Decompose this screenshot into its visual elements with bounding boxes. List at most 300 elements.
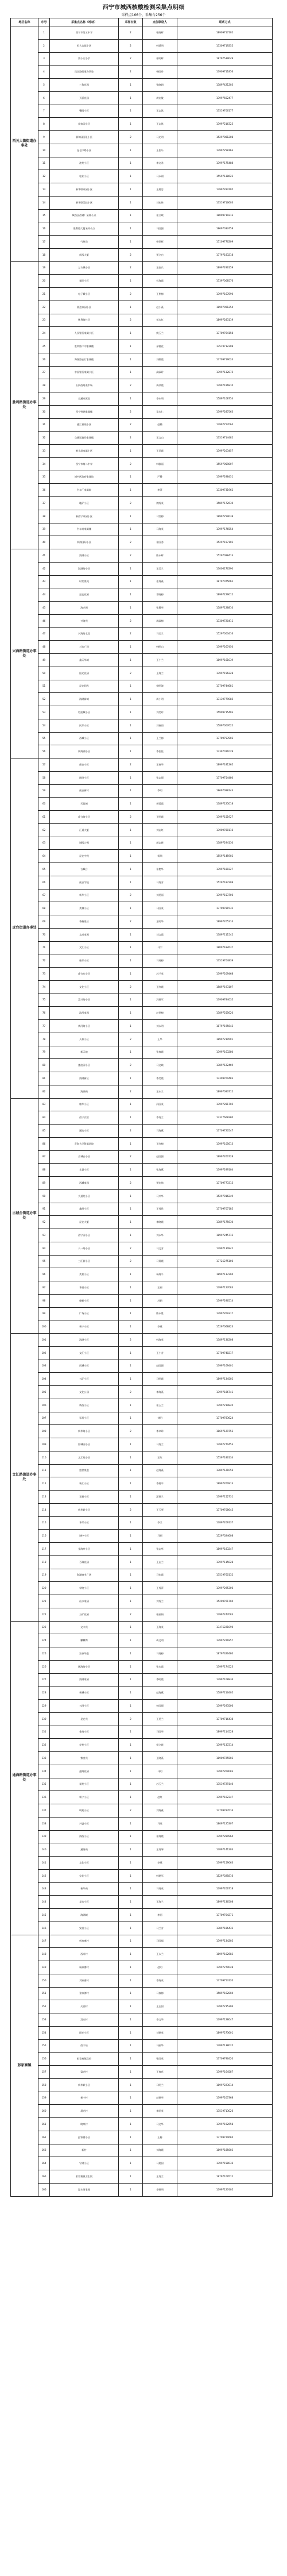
row-phone: 13309760483 [177,1072,273,1085]
table-row [11,405,273,418]
row-station-count: 2 [119,536,143,549]
row-site-name: 学院小区 [50,1582,119,1595]
row-index: 98 [38,1294,50,1307]
row-station-count: 2 [119,1242,143,1255]
row-contact-person: 马明霞 [143,1373,177,1386]
row-index: 105 [38,1386,50,1399]
row-contact-person: 刘美丽 [143,889,177,902]
row-site-name: 西川村 [50,1948,119,1961]
row-site-name: 昆仑路街道办事处 [50,66,119,79]
row-index: 68 [38,902,50,915]
row-contact-person: 李明 [143,784,177,798]
row-phone: 13897294130 [177,837,273,850]
row-contact-person: 赵海燕 [143,1686,177,1700]
row-site-name: 颐和园丽景小区 [50,131,119,144]
row-index: 51 [38,680,50,693]
row-index: 9 [38,131,50,144]
row-index: 40 [38,536,50,549]
row-station-count: 1 [119,2013,143,2027]
row-phone: 18797075662 [177,575,273,588]
row-index: 31 [38,418,50,432]
row-station-count: 2 [119,497,143,510]
row-site-name: 龙达小区 [50,1896,119,1909]
row-site-name: 新西宁家园小区 [50,510,119,523]
row-index: 84 [38,1111,50,1125]
row-contact-person: 王春华 [143,758,177,772]
row-contact-person: 韩建军 [143,1869,177,1882]
table-row [11,1686,273,1700]
row-contact-person: 马海燕 [143,1125,177,1138]
row-station-count: 1 [119,575,143,588]
row-site-name: 明苑小区 [50,1804,119,1818]
row-station-count: 2 [119,1334,143,1347]
row-contact-person: 赵建华 [143,2092,177,2105]
table-row [11,798,273,811]
row-contact-person: 刘文霞 [143,928,177,941]
table-row [11,1412,273,1425]
district-name: 兴海路街道办事处 [11,549,38,758]
row-index: 74 [38,980,50,994]
row-contact-person: 周萍霞 [143,379,177,392]
row-phone: 13709707185 [177,1203,273,1216]
row-contact-person: 王美兰 [143,562,177,575]
table-row [11,1543,273,1556]
row-site-name: 中国银行家属小区 [50,366,119,379]
table-row [11,2039,273,2053]
row-contact-person: 马文斌 [143,1059,177,1072]
row-index: 137 [38,1804,50,1818]
table-row [11,183,273,197]
table-row [11,1111,273,1125]
row-site-name: 城西公园 [50,837,119,850]
row-station-count: 1 [119,588,143,602]
row-index: 80 [38,1059,50,1072]
row-station-count: 1 [119,471,143,484]
row-site-name: 三角花园 [50,79,119,92]
row-site-name: 昆仑中路小区 [50,144,119,157]
row-site-name: 五矿花园 [50,1608,119,1621]
row-site-name: 学苑小区 [50,1739,119,1752]
row-station-count: 2 [119,1255,143,1268]
table-row [11,1961,273,1974]
row-site-name: 新华小区 [50,889,119,902]
row-station-count: 1 [119,719,143,732]
table-row [11,1464,273,1477]
row-phone: 13997176554 [177,523,273,536]
row-station-count: 1 [119,1726,143,1739]
table-row [11,2026,273,2039]
table-row [11,1137,273,1150]
row-index: 28 [38,379,50,392]
row-index: 111 [38,1464,50,1477]
row-phone: 13897209137 [177,1516,273,1530]
row-phone: 18909725503 [177,1752,273,1765]
row-station-count: 1 [119,79,143,92]
row-contact-person: 王海兰 [143,667,177,680]
row-station-count: 1 [119,2053,143,2066]
row-contact-person: 王海英 [143,1621,177,1634]
row-site-name: 丰惠小区 [50,1164,119,1177]
row-station-count: 1 [119,1660,143,1673]
row-station-count: 1 [119,2078,143,2092]
row-phone: 18997283119 [177,314,273,327]
row-index: 3 [38,52,50,66]
table-row [11,1346,273,1360]
row-contact-person: 马建国 [143,2157,177,2170]
row-phone: 13897255620 [177,1007,273,1020]
row-contact-person: 杜海霞 [143,275,177,288]
row-site-name: 美林小区 [50,902,119,915]
table-row [11,1778,273,1791]
row-contact-person: 周宏俊 [143,91,177,105]
table-row [11,706,273,719]
row-station-count: 2 [119,418,143,432]
row-station-count: 1 [119,784,143,798]
row-station-count: 1 [119,798,143,811]
table-row [11,523,273,536]
row-site-name: 宁湖小区 [50,2157,119,2170]
table-row [11,105,273,118]
row-station-count: 1 [119,1673,143,1686]
row-contact-person: 刘海燕 [143,1804,177,1818]
row-index: 8 [38,118,50,131]
row-site-name: 西宁市第五中学 [50,26,119,40]
table-row [11,693,273,706]
row-contact-person: 王小芳 [143,1346,177,1360]
row-phone: 13997134205 [177,1935,273,1948]
row-contact-person: 王建忠 [143,183,177,197]
row-index: 67 [38,889,50,902]
row-index: 57 [38,758,50,772]
row-site-name: 粮食局家属小区 [50,445,119,458]
row-index: 11 [38,157,50,170]
table-row [11,66,273,79]
table-row [11,980,273,994]
row-index: 145 [38,1909,50,1922]
row-site-name: 兴海苑 [50,614,119,627]
row-site-name: 彭家寨镇政府 [50,2053,119,2066]
row-contact-person: 马国华 [143,1726,177,1739]
row-contact-person: 张永霞 [143,1660,177,1673]
table-row [11,941,273,954]
row-station-count: 1 [119,1961,143,1974]
row-index: 107 [38,1412,50,1425]
row-phone: 18697098143 [177,784,273,798]
row-phone: 15297187208 [177,876,273,889]
row-station-count: 1 [119,1464,143,1477]
row-contact-person: 马海英 [143,523,177,536]
row-index: 104 [38,1373,50,1386]
table-row [11,1621,273,1634]
row-index: 154 [38,2026,50,2039]
row-site-name: 宝佳小区 [50,1869,119,1882]
row-station-count: 1 [119,118,143,131]
table-row [11,1189,273,1203]
row-site-name: 天骏城 [50,798,119,811]
row-station-count: 1 [119,941,143,954]
row-phone: 13997298451 [177,471,273,484]
row-index: 95 [38,1255,50,1268]
row-station-count: 1 [119,2144,143,2157]
row-phone: 13997152731 [177,1491,273,1504]
table-row [11,928,273,941]
row-phone: 13519714482 [177,432,273,445]
row-index: 128 [38,1686,50,1700]
row-phone: 13709796420 [177,2053,273,2066]
row-phone: 13997115028 [177,1555,273,1569]
row-station-count: 1 [119,1164,143,1177]
row-index: 108 [38,1425,50,1438]
row-site-name: 凌苑小区 [50,157,119,170]
table-row [11,1399,273,1412]
row-site-name: 海湖城 [50,1909,119,1922]
row-index: 143 [38,1882,50,1896]
table-row [11,627,273,641]
row-station-count: 1 [119,771,143,784]
table-row [11,575,273,588]
row-site-name: 新天地 [50,1046,119,1059]
row-index: 16 [38,222,50,236]
row-index: 35 [38,471,50,484]
table-row [11,1477,273,1491]
row-phone: 15297024608 [177,1530,273,1543]
row-phone: 13709719024 [177,353,273,366]
table-row [11,1555,273,1569]
row-contact-person: 马文芳 [143,1242,177,1255]
row-phone: 13309719255 [177,39,273,52]
row-index: 136 [38,1791,50,1804]
row-station-count: 1 [119,523,143,536]
row-site-name: 新宁小区 [50,1791,119,1804]
row-site-name: 康华小区 [50,1098,119,1111]
row-contact-person: 刘永明 [143,1020,177,1033]
row-site-name: 人民银行家属小区 [50,327,119,340]
row-index: 47 [38,627,50,641]
row-station-count: 1 [119,928,143,941]
row-phone: 13997132875 [177,366,273,379]
table-row [11,1307,273,1320]
row-phone: 13997221857 [177,1634,273,1647]
row-index: 30 [38,405,50,418]
row-site-name: 城西区西钢厂采样小点 [50,209,119,222]
row-phone: 13997137214 [177,1739,273,1752]
row-station-count: 1 [119,301,143,314]
row-site-name: 文化公园 [50,1386,119,1399]
row-station-count: 1 [119,1491,143,1504]
row-site-name: 鑫明小区 [50,1203,119,1216]
row-index: 159 [38,2092,50,2105]
row-station-count: 1 [119,1882,143,1896]
table-row [11,902,273,915]
row-phone: 13997175488 [177,157,273,170]
row-contact-person: 马秀兰 [143,1438,177,1451]
row-site-name: 西宁园小区 [50,1229,119,1242]
row-station-count: 1 [119,1765,143,1778]
row-phone: 13997108836 [177,1673,273,1686]
row-site-name: 昆仑苑 [50,1712,119,1726]
row-site-name: 美景小区 [50,1268,119,1281]
row-index: 36 [38,484,50,497]
row-phone: 15297081208 [177,131,273,144]
row-contact-person: 韩延明 [143,39,177,52]
row-phone: 18997136508 [177,1896,273,1909]
row-contact-person: 汪建兰 [143,1491,177,1504]
row-phone: 18997185603 [177,2144,273,2157]
row-contact-person: 刘明 [143,1412,177,1425]
row-site-name: 康乐小区 [50,954,119,968]
row-phone: 13997196810 [177,379,273,392]
row-contact-person: 李秀兰 [143,1111,177,1125]
row-contact-person: 王秀珍 [143,1203,177,1216]
row-site-name: 昆仑中苑 [50,850,119,863]
row-index: 134 [38,1765,50,1778]
row-phone: 13997602477 [177,91,273,105]
row-phone: 13897186432 [177,1922,273,1935]
row-index: 109 [38,1438,50,1451]
row-phone: 13709704271 [177,1909,273,1922]
row-site-name: 杨家寨村 [50,1961,119,1974]
row-phone: 13709754480 [177,771,273,784]
table-row [11,1987,273,2000]
row-phone: 13997299104 [177,1164,273,1177]
row-index: 32 [38,432,50,445]
table-row [11,510,273,523]
row-index: 22 [38,301,50,314]
table-row [11,52,273,66]
row-phone: 13309720411 [177,614,273,627]
row-phone: 13997167890 [177,288,273,301]
row-phone: 13997158036 [177,2157,273,2170]
row-station-count: 1 [119,1647,143,1661]
table-row [11,248,273,261]
row-contact-person: 张艳华 [143,863,177,876]
row-index: 141 [38,1857,50,1870]
row-site-name: 虎台东小区 [50,968,119,981]
row-contact-person: 王红梅 [143,1137,177,1150]
row-station-count: 1 [119,157,143,170]
row-station-count: 1 [119,1634,143,1647]
row-site-name: 鑫天华城 [50,654,119,667]
row-station-count: 1 [119,2118,143,2131]
row-contact-person: 赵明 [143,1961,177,1974]
row-contact-person: 张春霞 [143,1046,177,1059]
row-index: 87 [38,1150,50,1164]
row-phone: 15897108754 [177,392,273,406]
row-station-count: 1 [119,1739,143,1752]
row-phone: 13997127405 [177,2183,273,2196]
table-row [11,131,273,144]
row-contact-person: 张玉兰 [143,1399,177,1412]
row-station-count: 1 [119,680,143,693]
row-phone: 15897128810 [177,602,273,615]
row-phone: 15897216405 [177,1686,273,1700]
row-site-name: 新海湖小区 [50,745,119,758]
row-index: 50 [38,667,50,680]
row-station-count: 1 [119,1686,143,1700]
row-contact-person: 李建平 [143,1477,177,1491]
row-station-count: 1 [119,1412,143,1425]
row-index: 117 [38,1543,50,1556]
row-index: 132 [38,1739,50,1752]
row-station-count: 1 [119,745,143,758]
row-site-name: 张家湾村 [50,1987,119,2000]
row-contact-person: 马光明 [143,131,177,144]
row-station-count: 1 [119,602,143,615]
row-contact-person: 王志兰 [143,1555,177,1569]
table-row [11,562,273,575]
row-station-count: 2 [119,667,143,680]
row-phone: 13997216325 [177,118,273,131]
row-site-name: 金海岸小区 [50,1543,119,1556]
row-phone: 13997281705 [177,1098,273,1111]
row-phone: 13709757803 [177,732,273,745]
row-contact-person: 严静 [143,471,177,484]
row-index: 131 [38,1726,50,1739]
row-site-name: 海湖小区 [50,1334,119,1347]
row-index: 119 [38,1569,50,1582]
row-station-count: 1 [119,1020,143,1033]
row-contact-person: 马秀英 [143,1882,177,1896]
row-contact-person: 李海燕 [143,1386,177,1399]
row-station-count: 2 [119,248,143,261]
row-site-name: 汉庄村 [50,2013,119,2027]
row-site-name: 滨河家园 [50,1007,119,1020]
row-site-name: 虎台小区 [50,758,119,772]
row-index: 34 [38,457,50,471]
table-row [11,301,273,314]
row-phone: 13709716438 [177,1712,273,1726]
table-row [11,196,273,209]
row-site-name: 通海路小区 [50,1660,119,1673]
row-site-name: 黄河路小区 [50,1020,119,1033]
row-phone: 13519716603 [177,196,273,209]
table-row [11,758,273,772]
row-contact-person: 杨国丹 [143,66,177,79]
row-index: 90 [38,1189,50,1203]
row-station-count: 1 [119,1935,143,1948]
table-row [11,1503,273,1516]
table-row [11,1438,273,1451]
row-phone: 13519760132 [177,1569,273,1582]
row-station-count: 1 [119,1595,143,1608]
row-index: 14 [38,196,50,209]
row-station-count: 1 [119,445,143,458]
row-phone: 18797326480 [177,1647,273,1661]
row-index: 162 [38,2131,50,2144]
row-station-count: 1 [119,1007,143,1020]
row-index: 79 [38,1046,50,1059]
row-phone: 13897111542 [177,928,273,941]
table-row [11,1294,273,1307]
row-phone: 13519713026 [177,2105,273,2118]
row-index: 102 [38,1346,50,1360]
row-site-name: 华辰小区 [50,1281,119,1295]
row-contact-person: 马国英 [143,902,177,915]
table-row [11,471,273,484]
row-phone: 15297025816 [177,1869,273,1882]
table-row [11,719,273,732]
row-phone: 13519729140 [177,1778,273,1791]
row-station-count: 2 [119,758,143,772]
table-row [11,1752,273,1765]
header-phone: 联系方式 [177,18,273,26]
row-station-count: 1 [119,863,143,876]
row-station-count: 1 [119,2170,143,2184]
row-contact-person: 张国英 [143,2053,177,2066]
table-row [11,1935,273,1948]
row-contact-person: 刘宏伟 [143,196,177,209]
row-index: 85 [38,1125,50,1138]
